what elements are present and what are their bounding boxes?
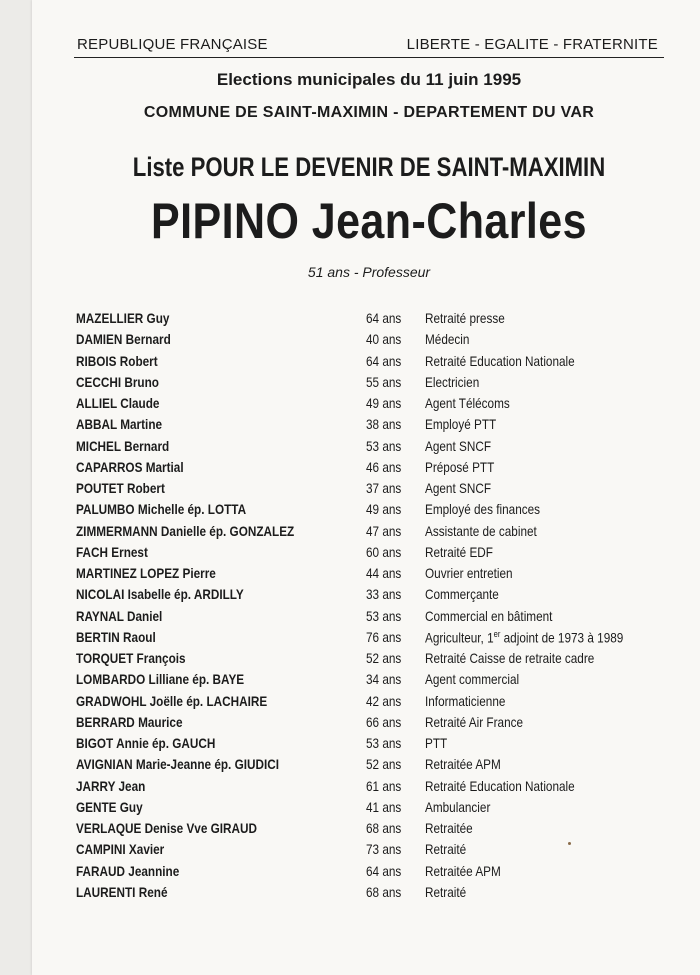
member-name xyxy=(76,863,179,879)
member-occupation: Retraité Caisse de retraite cadre xyxy=(425,650,595,666)
header-divider xyxy=(74,57,664,58)
member-surname: CAPARROS xyxy=(76,458,143,475)
member-occupation: Agent Télécoms xyxy=(425,395,510,411)
member-surname: LAURENTI xyxy=(76,883,136,900)
member-name xyxy=(76,310,169,326)
member-surname: ABBAL xyxy=(76,416,117,433)
member-age: 73 ans xyxy=(366,841,402,858)
member-surname: TORQUET xyxy=(76,650,134,666)
member-name xyxy=(76,523,294,539)
member-row xyxy=(0,627,700,648)
member-name xyxy=(76,438,169,454)
member-row xyxy=(0,372,700,393)
member-row xyxy=(0,606,700,627)
member-surname: MICHEL xyxy=(76,437,121,454)
member-row xyxy=(0,754,700,775)
commune-line: COMMUNE DE SAINT-MAXIMIN - DEPARTEMENT DU VAR xyxy=(143,104,595,121)
member-occupation: Préposé PTT xyxy=(425,458,495,475)
member-firstname: René xyxy=(138,883,168,900)
member-firstname: Martine xyxy=(120,416,163,433)
member-row xyxy=(0,308,700,329)
member-age: 40 ans xyxy=(366,331,402,348)
member-name xyxy=(76,693,267,709)
member-row xyxy=(0,542,700,563)
member-name xyxy=(76,671,244,687)
lead-candidate-details: 51 ans - Professeur xyxy=(307,264,431,280)
member-firstname: Raoul xyxy=(123,628,156,645)
member-age: 61 ans xyxy=(366,777,402,794)
member-firstname: Martial xyxy=(145,458,184,475)
member-firstname: Daniel xyxy=(126,607,163,624)
member-surname: CAMPINI xyxy=(76,841,126,858)
member-firstname: Michelle ép. LOTTA xyxy=(137,501,247,518)
member-row xyxy=(0,797,700,818)
member-firstname: François xyxy=(136,650,186,666)
member-occupation: Agent SNCF xyxy=(425,437,492,454)
member-name xyxy=(76,799,143,815)
member-age: 47 ans xyxy=(366,522,402,539)
member-row xyxy=(0,818,700,839)
member-row xyxy=(0,478,700,499)
member-firstname: Ernest xyxy=(111,543,148,560)
member-occupation: Agent SNCF xyxy=(425,480,492,496)
member-row xyxy=(0,733,700,754)
member-name xyxy=(76,841,164,857)
member-occupation: Employé des finances xyxy=(425,501,541,518)
member-surname: RAYNAL xyxy=(76,607,124,624)
member-surname: MAZELLIER xyxy=(76,310,144,326)
member-occupation: Retraitée xyxy=(425,820,473,836)
member-occupation: Agriculteur, 1er adjoint de 1973 à 1989 xyxy=(425,628,624,646)
member-surname: LOMBARDO xyxy=(76,671,146,688)
member-name xyxy=(76,565,216,581)
member-row xyxy=(0,669,700,690)
member-row xyxy=(0,329,700,350)
member-row xyxy=(0,691,700,712)
member-occupation: Agent commercial xyxy=(425,671,520,688)
member-row xyxy=(0,563,700,584)
member-name xyxy=(76,459,184,475)
member-surname: FARAUD xyxy=(76,862,126,879)
header-motto: LIBERTE - EGALITE - FRATERNITE xyxy=(406,36,658,53)
member-name xyxy=(76,820,257,836)
member-age: 52 ans xyxy=(366,756,402,773)
member-name xyxy=(76,544,148,560)
member-name xyxy=(76,714,183,730)
member-name xyxy=(76,501,246,517)
member-row xyxy=(0,414,700,435)
member-surname: POUTET xyxy=(76,480,124,496)
member-age: 41 ans xyxy=(366,798,402,815)
member-occupation: Retraité Education Nationale xyxy=(425,352,575,369)
member-surname: AVIGNIAN xyxy=(76,756,133,773)
member-age: 68 ans xyxy=(366,883,402,900)
member-age: 68 ans xyxy=(366,820,402,836)
member-age: 52 ans xyxy=(366,650,402,666)
member-age: 60 ans xyxy=(366,543,402,560)
list-title xyxy=(127,152,611,183)
member-age: 76 ans xyxy=(366,628,402,645)
member-age: 37 ans xyxy=(366,480,402,496)
member-row xyxy=(0,393,700,414)
member-firstname: Jean xyxy=(118,777,146,794)
member-firstname: Pierre xyxy=(182,565,216,581)
member-age: 42 ans xyxy=(366,692,402,709)
member-age: 49 ans xyxy=(366,395,402,411)
member-firstname: Bruno xyxy=(124,373,159,390)
member-row xyxy=(0,584,700,605)
member-row xyxy=(0,776,700,797)
member-age: 64 ans xyxy=(366,310,402,326)
member-firstname: Joëlle ép. LACHAIRE xyxy=(149,692,268,709)
member-row xyxy=(0,499,700,520)
member-occupation: Commerçante xyxy=(425,586,499,603)
member-firstname: Bernard xyxy=(124,437,170,454)
member-name xyxy=(76,416,162,432)
member-age: 46 ans xyxy=(366,458,402,475)
member-name xyxy=(76,778,145,794)
member-name xyxy=(76,374,159,390)
member-row xyxy=(0,882,700,903)
election-title: Elections municipales du 11 juin 1995 xyxy=(216,70,522,89)
member-occupation: Retraité xyxy=(425,883,467,900)
member-firstname: Bernard xyxy=(125,331,171,348)
member-firstname: Marie-Jeanne ép. GIUDICI xyxy=(135,756,280,773)
member-age: 33 ans xyxy=(366,586,402,603)
member-firstname: Jeannine xyxy=(128,862,180,879)
member-firstname: Isabelle ép. ARDILLY xyxy=(127,586,244,603)
member-surname: CECCHI xyxy=(76,373,122,390)
member-age: 53 ans xyxy=(366,607,402,624)
header-left: REPUBLIQUE FRANÇAISE xyxy=(77,36,268,53)
member-name xyxy=(76,586,244,602)
member-occupation: Electricien xyxy=(425,373,480,390)
member-surname: FACH xyxy=(76,543,109,560)
member-name xyxy=(76,650,186,666)
member-surname: JARRY xyxy=(76,777,116,794)
member-firstname: Maurice xyxy=(138,713,183,730)
member-row xyxy=(0,839,700,860)
member-age: 49 ans xyxy=(366,501,402,518)
member-occupation: Retraitée APM xyxy=(425,756,501,773)
member-firstname: Lilliane ép. BAYE xyxy=(148,671,245,688)
member-age: 55 ans xyxy=(366,373,402,390)
member-occupation: Retraité Education Nationale xyxy=(425,777,575,794)
member-surname: DAMIEN xyxy=(76,331,123,348)
member-occupation: Ambulancier xyxy=(425,798,491,815)
member-firstname: Robert xyxy=(119,352,158,369)
member-age: 38 ans xyxy=(366,416,402,433)
member-row xyxy=(0,457,700,478)
member-surname: RIBOIS xyxy=(76,352,117,369)
member-name xyxy=(76,395,159,411)
member-name xyxy=(76,735,215,751)
member-occupation: Ouvrier entretien xyxy=(425,565,513,581)
member-firstname: Robert xyxy=(126,480,165,496)
member-row xyxy=(0,648,700,669)
member-surname: PALUMBO xyxy=(76,501,135,518)
member-row xyxy=(0,521,700,542)
member-age: 53 ans xyxy=(366,735,402,751)
member-age: 64 ans xyxy=(366,862,402,879)
member-surname: ALLIEL xyxy=(76,395,117,411)
member-name xyxy=(76,608,162,624)
member-surname: BERRARD xyxy=(76,713,135,730)
member-surname: GENTE xyxy=(76,798,117,815)
member-occupation: Employé PTT xyxy=(425,416,497,433)
member-occupation: Médecin xyxy=(425,331,470,348)
member-firstname: Guy xyxy=(119,798,143,815)
member-name xyxy=(76,480,165,496)
member-name xyxy=(76,353,158,369)
list-prefix: Liste xyxy=(132,152,185,182)
member-occupation: Assistante de cabinet xyxy=(425,522,537,539)
paper-speck xyxy=(568,842,571,845)
member-row xyxy=(0,861,700,882)
member-firstname: Claude xyxy=(120,395,160,411)
member-occupation: Retraité xyxy=(425,841,467,858)
member-surname: BERTIN xyxy=(76,628,120,645)
member-surname: BIGOT xyxy=(76,735,114,751)
lead-candidate-name: PIPINO Jean-Charles xyxy=(151,193,587,249)
member-age: 64 ans xyxy=(366,352,402,369)
member-surname: NICOLAI xyxy=(76,586,125,603)
member-occupation: Retraitée APM xyxy=(425,862,501,879)
member-firstname: Denise Vve GIRAUD xyxy=(144,820,258,836)
member-occupation: Retraité presse xyxy=(425,310,505,326)
member-row xyxy=(0,351,700,372)
member-firstname: Annie ép. GAUCH xyxy=(116,735,216,751)
member-occupation: Informaticienne xyxy=(425,692,506,709)
member-age: 44 ans xyxy=(366,565,402,581)
member-surname: VERLAQUE xyxy=(76,820,142,836)
member-name xyxy=(76,884,167,900)
member-firstname: Guy xyxy=(146,310,170,326)
member-occupation: Commercial en bâtiment xyxy=(425,607,553,624)
member-surname: ZIMMERMANN xyxy=(76,522,158,539)
member-firstname: Danielle ép. GONZALEZ xyxy=(160,522,295,539)
member-age: 66 ans xyxy=(366,713,402,730)
member-row xyxy=(0,712,700,733)
member-occupation: Retraité EDF xyxy=(425,543,493,560)
member-surname: MARTINEZ LOPEZ xyxy=(76,565,180,581)
member-row xyxy=(0,436,700,457)
member-name xyxy=(76,629,156,645)
member-age: 34 ans xyxy=(366,671,402,688)
member-surname: GRADWOHL xyxy=(76,692,147,709)
member-name xyxy=(76,756,279,772)
list-name: POUR LE DEVENIR DE SAINT-MAXIMIN xyxy=(190,152,606,182)
member-occupation: Retraité Air France xyxy=(425,713,524,730)
member-firstname: Xavier xyxy=(128,841,165,858)
member-occupation: PTT xyxy=(425,735,448,751)
member-name xyxy=(76,331,171,347)
member-age: 53 ans xyxy=(366,437,402,454)
